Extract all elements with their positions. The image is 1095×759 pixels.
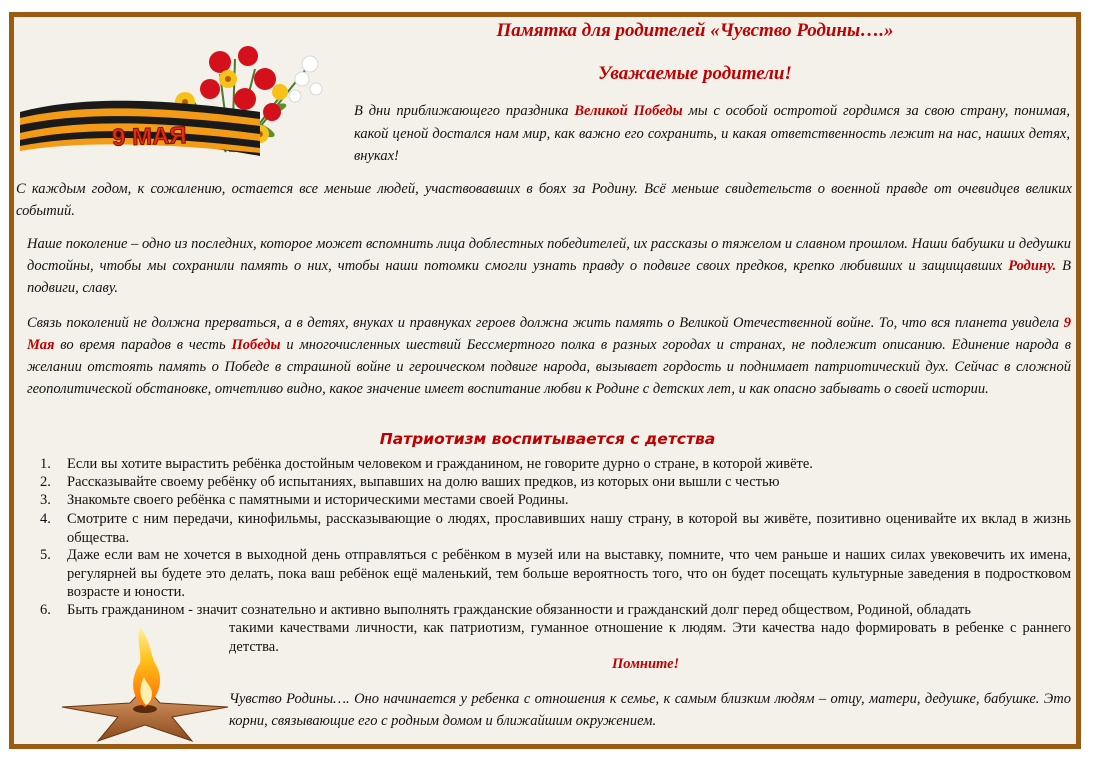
paragraph-3-highlight-2: Победы <box>231 337 281 353</box>
list-item-number: 5. <box>40 547 51 563</box>
page-title: Памятка для родителей «Чувство Родины….» <box>496 20 894 41</box>
paragraph-2-text-start: Наше поколение – одно из последних, которое может вспомнить лица доблестных победителей, их рассказы о тяжелом и славном прошлом. Наши бабушки и дедушки достойны, чтобы мы сохранили память о них, чтобы наши потомки смогли узнать правду о подвиге своих предков, крепко любивших и защищавших <box>27 236 1071 274</box>
paragraph-3-text-1: Связь поколений не должна прерваться, а в детях, внуках и правнуках героев должна жить память о Великой Отечественной войне. То, что вся планета увидела <box>27 315 1064 331</box>
intro-text-end: мы с особой остротой гордимся за свою страну, понимая, какой ценой достался нам мир, как важно его сохранить, и какая ответственность лежит на нас, наших детях, внуках! <box>354 103 1070 164</box>
paragraph-3-text-2: во время парадов в честь <box>54 337 232 353</box>
list-item-continuation: такими качествами личности, как патриотизм, гуманное отношение к людям. Эти качества надо формировать в ребенке с раннего детства. <box>229 620 1071 655</box>
paragraph-1: С каждым годом, к сожалению, остается все меньше людей, участвовавших в боях за Родину. Всё меньше свидетельств о военной правде от очевидцев великих событий. <box>16 181 1072 219</box>
paragraph-3-highlight-1: 9 Мая <box>27 315 1071 353</box>
list-item-text: Смотрите с ним передачи, кинофильмы, рассказывающие о людях, прославивших нашу страну, в которой вы живёте, позитивно оценивайте их вклад в жизнь общества. <box>67 511 1071 546</box>
list-item-number: 2. <box>40 474 51 490</box>
greeting-heading: Уважаемые родители! <box>598 63 792 84</box>
intro-highlight: Великой Победы <box>574 103 683 119</box>
paragraph-2-text-end: В подвиги, славу. <box>27 258 1071 296</box>
section-subheading: Патриотизм воспитывается с детства <box>379 430 716 448</box>
intro-paragraph <box>354 100 1070 168</box>
paragraph-3-text-3: и многочисленных шествий Бессмертного полка в разных городах и странах, не подлежит описанию. Единение народа в желании отстоять память о Победе в страшной войне и героическом подвиге народа, вызывает гордость и поднимает патриотический дух. Сейчас в сложной геополитической обстановке, отчетливо видно, какое значение имеет воспитание любви к Родине с детских лет, и как опасно забывать о своей истории. <box>27 337 1071 397</box>
paragraph-2 <box>27 233 1071 299</box>
eternal-flame-star-icon <box>60 625 230 743</box>
list-item-text: Даже если вам не хочется в выходной день отправляться с ребёнком в музей или на выставку, помните, что чем раньше и наших силах увековечить их имена, регулярней вы будете это делать, пока ваш ребёнок ещё маленький, тем больше вероятность того, что он будет посещать культурные заведения в подростковом возрасте и юности. <box>67 547 1071 600</box>
remember-heading: Помните! <box>612 656 680 672</box>
list-item-text: Быть гражданином - значит сознательно и активно выполнять гражданские обязанности и гражданский долг перед обществом, Родиной, обладать <box>67 602 971 618</box>
list-item-text: Если вы хотите вырастить ребёнка достойным человеком и гражданином, не говорите дурно о стране, в которой живёте. <box>67 456 813 472</box>
list-item-number: 4. <box>40 511 51 527</box>
list-item-number: 6. <box>40 602 51 618</box>
paragraph-3 <box>27 312 1071 400</box>
logo-text: 9 МАЯ <box>111 122 188 152</box>
paragraph-2-highlight: Родину. <box>1008 258 1057 274</box>
list-item-number: 3. <box>40 492 51 508</box>
list-item-text: Рассказывайте своему ребёнку об испытаниях, выпавших на долю ваших предков, из которых они вышли с честью <box>67 474 780 490</box>
intro-text-start: В дни приближающего праздника <box>354 103 575 119</box>
closing-paragraph: Чувство Родины…. Оно начинается у ребенка с отношения к семье, к самым близким людям – отцу, матери, дедушке, бабушке. Это корни, связывающие его с родным домом и ближайшим окружением. <box>229 691 1071 729</box>
list-item-text: Знакомьте своего ребёнка с памятными и историческими местами своей Родины. <box>67 492 569 508</box>
st-george-ribbon-flowers-icon <box>20 34 335 156</box>
list-item-number: 1. <box>40 456 51 472</box>
